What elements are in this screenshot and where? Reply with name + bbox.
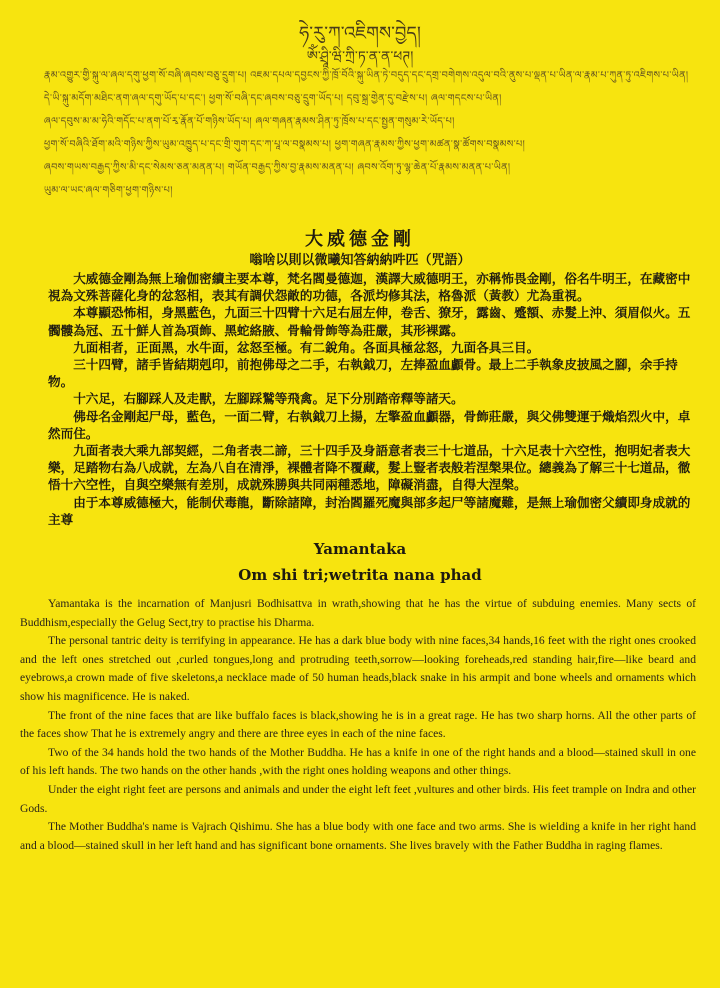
chinese-paragraph: 佛母名金剛起尸母，藍色，一面二臂，右執鉞刀上揚，左擎盈血顱器，骨飾莊嚴，與父佛雙運于熾焰烈火中，卓然而住。 [48, 408, 691, 441]
chinese-paragraph: 九面者表大乘九部契經，二角者表二諦，三十四手及身語意者表三十七道品，十六足表十六空性，抱明妃者表大樂，足踏物右為八成就，左為八自在清淨，裸體者降不覆藏，髮上豎者表般若涅槃果位。總義為了解三十七道品，徹悟十六空性，自與空樂無有差別，成就殊勝與共同兩種悉地，障礙消盡，自得大涅槃。 [48, 443, 691, 493]
tibetan-line: ཡུམ་ལ་ཡང་ཞལ་གཅིག་ཕྱག་གཉིས་པ། [44, 185, 173, 196]
chinese-subtitle: 嗡啥以則以微曦知答納納吽匹（咒語） [249, 253, 471, 268]
english-subtitle: Om shi tri;wetrita nana phad [238, 566, 482, 584]
chinese-paragraph: 由于本尊威德極大，能制伏毒龍，斷除諸障，封治閻羅死魔與部多起尸等諸魔難，是無上瑜伽密父續即身成就的主尊 [48, 494, 691, 527]
english-paragraph: Under the eight right feet are persons and animals and under the eight left feet ,vultures and other birds. His feet trample on Indra and other Gods. [20, 782, 696, 815]
tibetan-title: ཧེ་རུ་ཀ་འཇིགས་བྱེད། [299, 23, 421, 44]
tibetan-line: ཞབས་གཡས་བརྒྱད་ཀྱིས་མི་དང་སེམས་ཅན་མནན་པ། གཡོན་བརྒྱད་ཀྱིས་བྱ་རྣམས་མནན་པ། ཞབས་འོག་ཏུ་ལྷ་ཆེན་པོ་རྣམས་མནན་པ་ཡིན། [44, 162, 511, 173]
chinese-text-block [48, 270, 693, 528]
chinese-paragraph: 三十四臂，諸手皆結期剋印，前抱佛母之二手，右執鉞刀，左捧盈血顱骨。最上二手執象皮披風之腳，余手持物。 [48, 357, 678, 390]
english-text-block [20, 595, 696, 855]
english-paragraph: Two of the 34 hands hold the two hands of the Mother Buddha. He has a knife in one of the right hands and a blood—stained skull in one of his left hands. The two hands on the other hands ,with the right ones holding weapons and other things. [20, 745, 696, 778]
chinese-paragraph: 十六足，右腳踩人及走獸，左腳踩鷲等飛禽。足下分別踏帝釋等諸天。 [73, 391, 464, 407]
tibetan-line: རྣམ་འགྱུར་གྱི་སྐུ་ལ་ཞལ་དགུ་ཕྱག་སོ་བཞི་ཞབས་བཅུ་དྲུག་པ། འཇམ་དཔལ་དབྱངས་ཀྱི་ཁྲོ་བོའི་སྐུ་ཡིན་ཏེ་བདུད་དང་དགྲ་བགེགས་འདུལ་བའི་ནུས་པ་ལྡན་པ་ཡིན་ལ་རྣམ་པ་ཀུན་ཏུ་འཇིགས་པ་ཡིན། [44, 70, 689, 81]
english-title: Yamantaka [313, 540, 407, 558]
english-paragraph: The front of the nine faces that are like buffalo faces is black,showing he is in a great rage. He has two sharp horns. All the other parts of the faces show That he is extremely angry and there are three eyes in each of the nine faces. [20, 708, 696, 741]
chinese-paragraph: 九面相者，正面黑，水牛面，忿怒至極。有二銳角。各面具極忿怒，九面各具三目。 [73, 339, 540, 355]
tibetan-line: དེ་ཡི་སྐུ་མདོག་མཐིང་ནག་ཞལ་དགུ་ཡོད་པ་དང་། ཕྱག་སོ་བཞི་དང་ཞབས་བཅུ་དྲུག་ཡོད་པ། དབུ་སྐྲ་གྱེན་དུ་བརྫེས་པ། ཞལ་གདངས་པ་ཡིན། [44, 93, 502, 104]
tibetan-line: ཕྱག་སོ་བཞིའི་ཐོག་མའི་གཉིས་ཀྱིས་ཡུམ་འཁྱུད་པ་དང་གྲི་གུག་དང་ཀ་པཱ་ལ་བསྣམས་པ། ཕྱག་གཞན་རྣམས་ཀྱིས་ཕྱག་མཚན་སྣ་ཚོགས་བསྣམས་པ། [44, 139, 526, 150]
tibetan-text-block [44, 64, 694, 202]
tibetan-subtitle: ཨོཾ་ཤྲཱི་ཝི་ཀྲི་ཏ་ན་ན་ཕཊ། [306, 49, 414, 65]
english-paragraph: Yamantaka is the incarnation of Manjusri Bodhisattva in wrath,showing that he has the virtue of subduing enemies. Many sects of Buddhism,especially the Gelug Sect,try to practise his Dharma. [20, 597, 696, 629]
english-paragraph: The personal tantric deity is terrifying in appearance. He has a dark blue body with nine faces,34 hands,16 feet with the right ones crooked and the left ones stretched out ,curled tongues,long and protruding teeth,sorrow—looking foreheads,red standing hair,fire—like beard and eyebrows,a crown made of five skeletons,a necklace made of 50 human heads,black snake in his armpit and bone wheels and ornaments which show his magnificence. He is naked. [20, 634, 696, 703]
tibetan-line: ཞལ་དབུས་མ་མ་ཧེའི་གདོང་པ་ནག་པོ་རྭ་རྣོན་པོ་གཉིས་ཡོད་པ། ཞལ་གཞན་རྣམས་ཤིན་ཏུ་ཁྲོས་པ་དང་སྤྱན་གསུམ་རེ་ཡོད་པ། [44, 116, 455, 127]
chinese-paragraph: 大威德金剛為無上瑜伽密續主要本尊，梵名閻曼德迦，漢譯大威德明王，亦稱怖畏金剛，俗名牛明王，在藏密中視為文殊菩薩化身的忿怒相，表其有調伏怨敵的功德，各派均修其法，格魯派（黃教）尤為重視。 [48, 271, 691, 304]
chinese-paragraph: 本尊顯恐怖相，身黑藍色，九面三十四臂十六足右屈左伸，卷舌、獠牙，露齒、蹙額、赤髮上沖、須眉似火。五髑髏為冠、五十鮮人首為項飾、黑蛇絡腋、骨輪骨飾等為莊嚴，其形裸露。 [48, 305, 691, 338]
english-paragraph: The Mother Buddha's name is Vajrach Qishimu. She has a blue body with one face and two arms. She is wielding a knife in her right hand and a blood—stained skull in her left hand and has significant bone ornaments. She lives bravely with the Father Buddha in raging flames. [20, 820, 696, 852]
chinese-title: 大威德金剛 [305, 229, 415, 250]
